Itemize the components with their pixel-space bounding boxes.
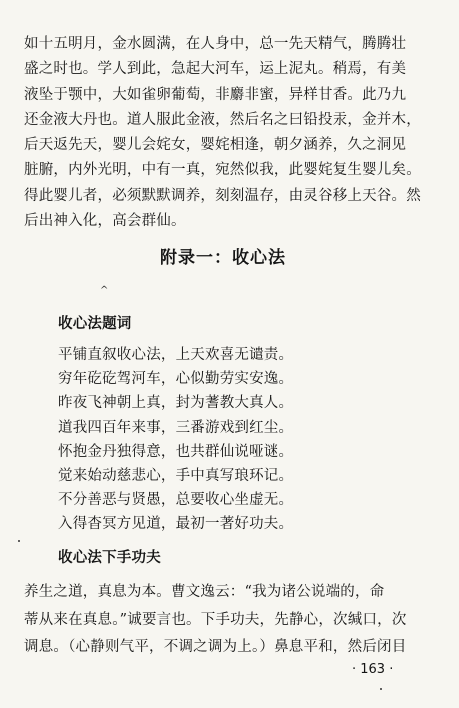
poem-line: 入得杳冥方见道，最初一著好功夫。 xyxy=(58,516,294,533)
text-line: 液坠于颚中，大如雀卵葡萄，非麝非蜜，异样甘香。此乃九 xyxy=(24,86,407,103)
poem-line: 昨夜飞神朝上真，封为蓍教大真人。 xyxy=(58,395,294,412)
poem-line: 不分善恶与贤愚，总要收心坐虚无。 xyxy=(58,492,294,509)
text-line: 盛之时也。学人到此，急起大河车，运上泥丸。稍焉，有美 xyxy=(24,61,407,78)
body-paragraph-1 xyxy=(24,32,421,234)
poem-line: 道我四百年来事，三番游戏到红尘。 xyxy=(58,419,294,436)
text-line: 得此婴儿者，必须默默调养，刻刻温存，由灵谷移上天谷。然 xyxy=(24,187,421,204)
poem-line: 平铺直叙收心法，上天欢喜无谴责。 xyxy=(58,347,294,363)
poem-block xyxy=(58,343,293,537)
stray-mark-icon: ^ xyxy=(100,285,109,296)
section-subheading-poem: 收心法题词 xyxy=(58,316,132,332)
scan-speck-icon xyxy=(380,688,382,690)
poem-line: 穷年矻矻驾河车，心似勤劳实安逸。 xyxy=(58,371,294,388)
text-line: 养生之道，真息为本。曹文逸云：“我为诸公说端的，命 xyxy=(24,584,385,600)
poem-line: 怀抱金丹独得意，也共群仙说哑谜。 xyxy=(58,443,294,460)
section-subheading-method: 收心法下手功夫 xyxy=(58,550,161,566)
text-line: 还金液大丹也。道人服此金液，然后名之曰铅投汞，金并木， xyxy=(24,111,421,128)
text-line: 蒂从来在真息。”诚要言也。下手功夫，先静心，次缄口，次 xyxy=(24,611,407,628)
scan-speck-icon xyxy=(18,540,20,542)
appendix-heading: 附录一：收心法 xyxy=(160,248,286,268)
text-line: 后出神入化，高会群仙。 xyxy=(24,213,186,230)
text-line: 脏腑，内外光明，中有一真，宛然似我，此婴姹复生婴儿矣。 xyxy=(24,162,421,179)
poem-line: 觉来始动慈悲心，手中真写琅环记。 xyxy=(58,468,294,485)
text-line: 如十五明月，金水圆满，在人身中，总一先天精气，腾腾壮 xyxy=(24,36,407,52)
text-line: 后天返先天，婴儿会姹女，婴姹相逢，朝夕涵养，久之洞见 xyxy=(24,137,407,154)
page-number: · 163 · xyxy=(352,662,394,677)
body-paragraph-2 xyxy=(24,579,407,662)
text-line: 调息。（心静则气平，不调之调为上。）鼻息平和，然后闭目 xyxy=(24,639,407,655)
